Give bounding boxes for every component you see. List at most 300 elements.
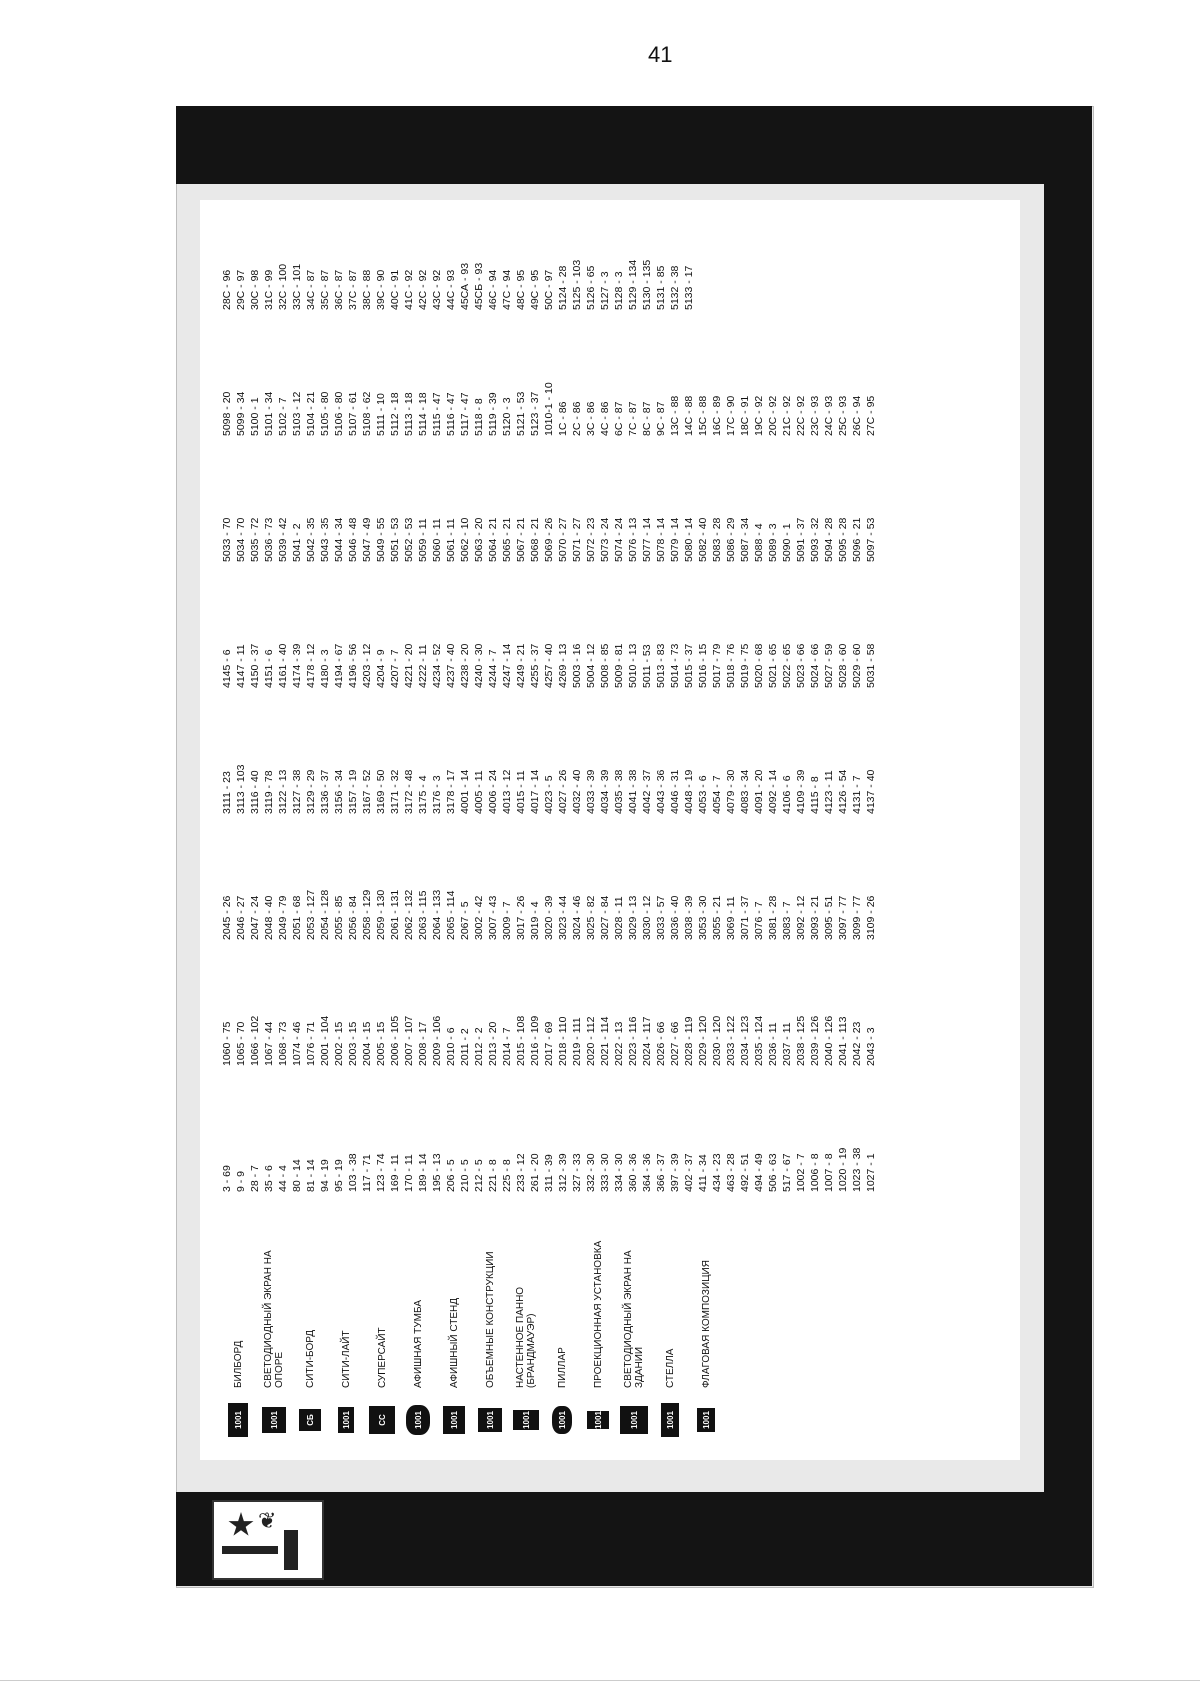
code-entry: 3024 - 46 [571,895,583,940]
code-entry: 5015 - 37 [683,643,695,688]
legend [220,1214,724,1442]
code-entry: 5099 - 34 [235,391,247,436]
code-entry: 1002 - 7 [795,1153,807,1192]
code-entry: 24С - 93 [823,395,835,436]
led-screen-building-icon [619,1398,649,1442]
code-entry: 4032 - 40 [571,769,583,814]
code-entry: 5023 - 66 [795,643,807,688]
code-entry: 3178 - 17 [445,769,457,814]
code-entry: 5043 - 35 [319,517,331,562]
legend-label: СИТИ-ЛАЙТ [340,1330,352,1388]
code-entry: 5127 - 3 [599,271,611,310]
code-entry: 2064 - 133 [431,889,443,940]
code-entry: 5094 - 28 [823,517,835,562]
code-entry: 1067 - 44 [263,1021,275,1066]
code-entry: 4035 - 38 [613,769,625,814]
code-entry: 2027 - 66 [669,1021,681,1066]
code-entry: 2023 - 116 [627,1016,639,1066]
code-entry: 5011 - 53 [641,644,653,688]
code-entry: 5044 - 34 [333,517,345,562]
code-entry: 2004 - 15 [361,1021,373,1066]
code-entry: 5003 - 16 [571,643,583,688]
code-entry: 4222 - 11 [417,644,429,688]
code-entry: 2010 - 6 [445,1027,457,1066]
code-entry: 4131 - 7 [851,775,863,814]
code-entry: 2041 - 113 [837,1016,849,1066]
page-bottom-rule [0,1680,1200,1681]
code-entry: 3113 - 103 [235,764,247,814]
code-entry: 4145 - 6 [221,649,233,688]
legend-row [508,1214,544,1442]
code-entry: 4269 - 13 [557,643,569,688]
code-entry: 2033 - 122 [725,1015,737,1066]
code-entry: 35С - 87 [319,269,331,310]
code-entry: 2001 - 104 [319,1015,331,1066]
legend-icon-code: СБ [299,1409,321,1431]
code-entry: 1074 - 46 [291,1021,303,1066]
legend-row [688,1214,724,1442]
code-entry: 5101 - 34 [263,391,275,436]
code-entry: 5024 - 66 [809,643,821,688]
code-entry: 506 - 63 [767,1153,779,1192]
code-entry: 2034 - 123 [739,1015,751,1066]
code-entry: 21С - 92 [781,395,793,436]
code-entry: 2011 - 2 [459,1028,471,1066]
code-entry: 2021 - 114 [599,1016,611,1066]
code-entry: 5013 - 83 [655,643,667,688]
legend-row [436,1214,472,1442]
code-entry: 2067 - 5 [459,901,471,940]
code-entry: 38С - 88 [361,269,373,310]
code-entry: 364 - 36 [641,1153,653,1192]
poster-stand-icon [439,1398,469,1442]
code-entry: 5105 - 80 [319,391,331,436]
code-entry: 5077 - 14 [641,517,653,562]
code-entry: 312 - 39 [557,1153,569,1192]
code-entry: 33С - 101 [291,263,303,310]
code-entry: 5106 - 80 [333,391,345,436]
code-entry: 4017 - 14 [529,769,541,814]
code-entry: 2037 - 11 [781,1022,793,1066]
code-entry: 5010 - 13 [627,643,639,688]
code-entry: 4092 - 14 [767,769,779,814]
code-entry: 25С - 93 [837,395,849,436]
code-entry: 3176 - 3 [431,775,443,814]
code-entry: 47С - 94 [501,269,513,310]
code-entry: 2030 - 120 [711,1015,723,1066]
code-entry: 41С - 92 [403,269,415,310]
code-entry: 5073 - 24 [599,517,611,562]
code-entry: 5095 - 28 [837,517,849,562]
code-entry: 3053 - 30 [697,895,709,940]
code-entry: 23С - 93 [809,395,821,436]
code-entry: 34С - 87 [305,269,317,310]
code-entry: 48С - 95 [515,269,527,310]
legend-row [400,1214,436,1442]
code-entry: 5047 - 49 [361,517,373,562]
flag-composition-icon [691,1398,721,1442]
code-entry: 2024 - 117 [641,1016,653,1066]
code-entry: 3093 - 21 [809,895,821,940]
code-entry: 3071 - 37 [739,895,751,940]
code-entry: 5115 - 47 [431,392,443,436]
code-entry: 4034 - 39 [599,769,611,814]
legend-icon-code: 1001 [228,1403,248,1437]
code-entry: 4178 - 12 [305,643,317,688]
code-entry: 2018 - 110 [557,1016,569,1066]
code-entry: 210 - 5 [459,1159,471,1192]
code-entry: 3169 - 50 [375,769,387,814]
code-entry: 3020 - 39 [543,895,555,940]
logo-ribbon-icon [222,1546,278,1554]
code-entry: 5021 - 65 [767,643,779,688]
code-entry: 3025 - 82 [585,895,597,940]
code-entry: 5083 - 28 [711,517,723,562]
code-entry: 4150 - 37 [249,643,261,688]
code-entry: 6С - 87 [613,401,625,436]
code-entry: 1068 - 73 [277,1021,289,1066]
code-entry: 5016 - 15 [697,643,709,688]
code-entry: 5052 - 53 [403,517,415,562]
code-entry: 2062 - 132 [403,889,415,940]
code-entry: 4043 - 36 [655,769,667,814]
code-entry: 3167 - 52 [361,769,373,814]
code-entry: 5116 - 47 [445,392,457,436]
code-entry: 5131 - 85 [655,265,667,310]
legend-label: СТЕЛЛА [664,1348,676,1388]
code-entry: 3171 - 32 [389,769,401,814]
code-entry: 5008 - 85 [599,643,611,688]
code-entry: 333 - 30 [599,1153,611,1192]
code-entry: 5082 - 40 [697,517,709,562]
code-entry: 5072 - 23 [585,517,597,562]
code-entry: 5028 - 60 [837,643,849,688]
code-entry: 1006 - 8 [809,1153,821,1192]
code-entry: 3092 - 12 [795,895,807,940]
code-entry: 3119 - 78 [263,770,275,814]
code-entry: 3099 - 77 [851,895,863,940]
code-entry: 3083 - 7 [781,901,793,940]
legend-label: СВЕТОДИОДНЫЙ ЭКРАН НА ОПОРЕ [263,1250,285,1388]
code-entry: 4106 - 6 [781,775,793,814]
code-entry: 2013 - 20 [487,1021,499,1066]
code-entry: 2051 - 68 [291,895,303,940]
code-entry: 2006 - 105 [389,1015,401,1066]
code-entry: 397 - 39 [669,1153,681,1192]
code-entry: 2020 - 112 [585,1016,597,1066]
code-entry: 5004 - 12 [585,643,597,688]
code-entry: 5039 - 42 [277,517,289,562]
code-entry: 4207 - 7 [389,649,401,688]
code-entry: 22С - 92 [795,395,807,436]
code-entry: 44 - 4 [277,1165,289,1192]
code-entry: 360 - 36 [627,1153,639,1192]
legend-icon-code: 1001 [587,1411,609,1429]
code-entry: 4005 - 11 [473,770,485,814]
code-entry: 5097 - 53 [865,517,877,562]
code-entry: 2003 - 15 [347,1021,359,1066]
code-entry: 1060 - 75 [221,1021,233,1066]
legend-icon-code: 1001 [478,1408,502,1432]
code-entry: 3156 - 34 [333,769,345,814]
code-entry: 233 - 12 [515,1153,527,1192]
code-entry: 4221 - 20 [403,643,415,688]
code-entry: 5059 - 11 [417,518,429,562]
code-entry: 29С - 97 [235,269,247,310]
legend-row [580,1214,616,1442]
code-entry: 5100 - 1 [249,397,261,436]
code-entry: 5096 - 21 [851,517,863,562]
code-entry: 1010-1 - 10 [543,382,555,436]
code-entry: 3С - 86 [585,401,597,436]
code-entry: 50С - 97 [543,269,555,310]
code-entry: 15С - 88 [697,395,709,436]
code-entry: 9 - 9 [235,1170,247,1192]
code-entry: 5103 - 12 [291,391,303,436]
code-entry: 5042 - 35 [305,517,317,562]
code-entry: 411 - 34 [697,1154,709,1192]
code-entry: 4174 - 39 [291,643,303,688]
code-entry: 2029 - 120 [697,1015,709,1066]
code-entry: 2036 - 11 [767,1022,779,1066]
code-entry: 2017 - 69 [543,1021,555,1066]
code-entry: 169 - 11 [389,1154,401,1192]
code-entry: 81 - 14 [305,1159,317,1192]
code-entry: 3009 - 7 [501,901,513,940]
code-entry: 2042 - 23 [851,1021,863,1066]
code-entry: 5069 - 26 [543,517,555,562]
code-entry: 5061 - 11 [445,518,457,562]
code-entry: 327 - 33 [571,1153,583,1192]
code-entry: 45СА - 93 [459,262,471,310]
code-entry: 1С - 86 [557,401,569,436]
code-entry: 5126 - 65 [585,265,597,310]
code-column [220,518,878,562]
code-entry: 492 - 51 [739,1153,751,1192]
code-entry: 2056 - 84 [347,895,359,940]
code-entry: 5049 - 55 [375,517,387,562]
code-entry: 4041 - 38 [627,769,639,814]
legend-row [292,1214,328,1442]
code-entry: 2012 - 2 [473,1027,485,1066]
code-entry: 2065 - 114 [445,890,457,940]
code-entry: 5036 - 73 [263,517,275,562]
code-entry: 4194 - 67 [333,643,345,688]
code-entry: 3122 - 13 [277,769,289,814]
code-entry: 5125 - 103 [571,259,583,310]
code-entry: 4238 - 20 [459,643,471,688]
supersite-icon [367,1398,397,1442]
code-entry: 3002 - 42 [473,895,485,940]
code-entry: 4015 - 11 [515,770,527,814]
code-entry: 49С - 95 [529,269,541,310]
legend-label: СВЕТОДИОДНЫЙ ЭКРАН НА ЗДАНИИ [623,1250,645,1388]
code-entry: 4249 - 21 [515,643,527,688]
code-entry: 2008 - 17 [417,1021,429,1066]
code-entry: 36С - 87 [333,269,345,310]
code-entry: 3076 - 7 [753,901,765,940]
wall-panel-icon [511,1398,541,1442]
code-entry: 4151 - 6 [263,649,275,688]
code-column [220,890,878,940]
top-dark-band [176,106,1092,184]
code-entry: 4123 - 11 [823,770,835,814]
code-entry: 17С - 90 [725,395,737,436]
code-column [220,1148,878,1192]
page-number: 41 [648,42,673,67]
code-entry: 5108 - 62 [361,391,373,436]
code-entry: 4079 - 30 [725,769,737,814]
code-entry: 1007 - 8 [823,1153,835,1192]
legend-row [544,1214,580,1442]
code-entry: 5067 - 21 [515,517,527,562]
code-entry: 5104 - 21 [305,391,317,436]
code-entry: 80 - 14 [291,1159,303,1192]
led-screen-pole-icon [259,1398,289,1442]
code-entry: 5014 - 73 [669,643,681,688]
code-entry: 434 - 23 [711,1153,723,1192]
code-entry: 1027 - 1 [865,1153,877,1192]
code-entry: 5063 - 20 [473,517,485,562]
code-entry: 4109 - 39 [795,769,807,814]
code-entry: 19С - 92 [753,395,765,436]
code-entry: 3129 - 29 [305,769,317,814]
code-entry: 5120 - 3 [501,397,513,436]
code-entry: 4046 - 31 [669,769,681,814]
code-entry: 5062 - 10 [459,517,471,562]
legend-label: СУПЕРСАЙТ [376,1327,388,1388]
code-entry: 5060 - 11 [431,518,443,562]
code-entry: 3136 - 37 [319,769,331,814]
code-entry: 5019 - 75 [739,643,751,688]
code-entry: 4091 - 20 [753,769,765,814]
code-entry: 3055 - 21 [711,895,723,940]
legend-icon-code: 1001 [513,1410,539,1430]
legend-icon-code: 1001 [262,1407,286,1433]
legend-label: ПИЛЛАР [556,1347,568,1388]
legend-label: АФИШНАЯ ТУМБА [412,1300,424,1388]
code-entry: 195 - 13 [431,1153,443,1192]
code-entry: 4048 - 19 [683,769,695,814]
code-entry: 4053 - 6 [697,775,709,814]
code-entry: 2009 - 106 [431,1015,443,1066]
code-entry: 2002 - 15 [333,1021,345,1066]
code-entry: 4244 - 7 [487,649,499,688]
code-entry: 5133 - 17 [683,265,695,310]
legend-row [328,1214,364,1442]
code-entry: 3081 - 28 [767,895,779,940]
code-column [220,644,878,688]
code-entry: 5071 - 27 [571,517,583,562]
code-entry: 13С - 88 [669,395,681,436]
code-entry: 5124 - 28 [557,265,569,310]
code-entry: 95 - 19 [333,1159,345,1192]
code-entry: 3097 - 77 [837,895,849,940]
billboard-icon [223,1398,253,1442]
legend-row [472,1214,508,1442]
legend-row [220,1214,256,1442]
legend-label: ФЛАГОВАЯ КОМПОЗИЦИЯ [700,1260,712,1388]
code-entry: 2038 - 125 [795,1015,807,1066]
code-entry: 2016 - 109 [529,1015,541,1066]
code-entry: 4126 - 54 [837,769,849,814]
code-entry: 5118 - 8 [473,398,485,436]
code-entry: 5017 - 79 [711,643,723,688]
code-entry: 2028 - 119 [683,1016,695,1066]
code-entry: 2026 - 66 [655,1021,667,1066]
code-entry: 4023 - 5 [543,775,555,814]
code-entry: 43С - 92 [431,269,443,310]
code-entry: 5129 - 134 [627,259,639,310]
code-entry: 5031 - 58 [865,643,877,688]
code-entry: 4240 - 30 [473,643,485,688]
legend-icon-code: 1001 [697,1408,715,1432]
code-entry: 5078 - 14 [655,517,667,562]
code-entry: 1020 - 19 [837,1147,849,1192]
code-entry: 221 - 8 [487,1159,499,1192]
legend-label: НАСТЕННОЕ ПАННО (БРАНДМАУЭР) [515,1286,537,1388]
code-entry: 5087 - 34 [739,517,751,562]
code-entry: 4013 - 12 [501,769,513,814]
code-entry: 3017 - 26 [515,895,527,940]
code-entry: 2047 - 24 [249,895,261,940]
code-entry: 5121 - 53 [515,391,527,436]
code-entry: 4001 - 14 [459,769,471,814]
legend-row [616,1214,652,1442]
code-entry: 1065 - 70 [235,1021,247,1066]
code-entry: 5051 - 53 [389,517,401,562]
right-dark-column [1044,184,1092,1586]
code-entry: 28 - 7 [249,1165,261,1192]
legend-icon-code: СС [369,1406,395,1434]
code-entry: 4115 - 8 [809,776,821,814]
code-entry: 1066 - 102 [249,1015,261,1066]
code-entry: 117 - 71 [361,1154,373,1192]
code-column [220,765,878,814]
code-entry: 5107 - 61 [347,391,359,436]
code-entry: 3030 - 12 [641,895,653,940]
code-entry: 4161 - 40 [277,643,289,688]
code-entry: 3007 - 43 [487,895,499,940]
code-entry: 39С - 90 [375,269,387,310]
code-entry: 2022 - 13 [613,1021,625,1066]
code-entry: 4083 - 34 [739,769,751,814]
code-entry: 2045 - 26 [221,895,233,940]
code-entry: 5130 - 135 [641,259,653,310]
code-entry: 3038 - 39 [683,895,695,940]
code-entry: 5018 - 76 [725,643,737,688]
code-entry: 4203 - 12 [361,643,373,688]
code-entry: 2061 - 131 [389,889,401,940]
code-entry: 225 - 8 [501,1159,513,1192]
legend-label: СИТИ-БОРД [304,1329,316,1388]
code-entry: 170 - 11 [403,1154,415,1192]
code-entry: 16С - 89 [711,395,723,436]
code-entry: 332 - 30 [585,1153,597,1192]
code-entry: 2035 - 124 [753,1015,765,1066]
code-entry: 5090 - 1 [781,523,793,562]
code-entry: 5093 - 32 [809,517,821,562]
code-entry: 3172 - 48 [403,769,415,814]
code-entry: 5102 - 7 [277,397,289,436]
legend-icon-code: 1001 [406,1405,430,1435]
code-entry: 2063 - 115 [417,890,429,940]
code-column [220,1016,878,1066]
code-entry: 5027 - 59 [823,643,835,688]
code-entry: 3069 - 11 [725,896,737,940]
legend-icon-code: 1001 [620,1406,648,1434]
logo-leaf-icon: ❦ [258,1508,277,1533]
